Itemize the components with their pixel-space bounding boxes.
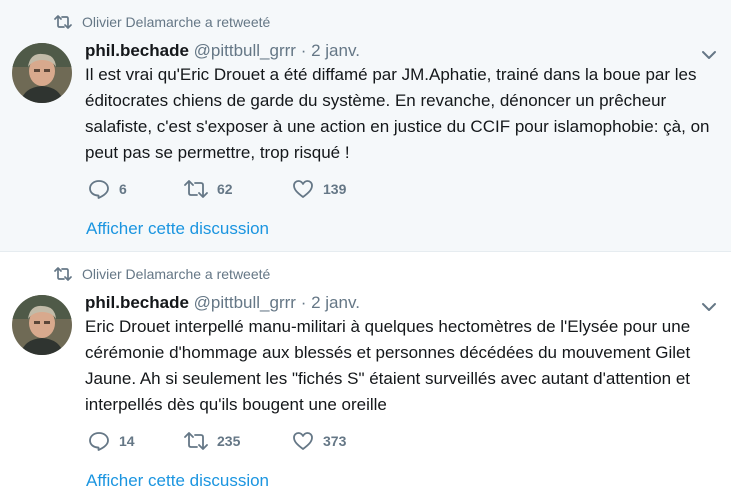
tweet-header bbox=[85, 293, 360, 313]
tweet-date[interactable]: 2 janv. bbox=[311, 293, 360, 312]
retweet-count: 235 bbox=[217, 433, 241, 449]
reply-count: 6 bbox=[119, 181, 127, 197]
reply-icon bbox=[88, 179, 110, 199]
tweet-text-line: éditocrates chiens de garde du système. En revanche, dénoncer un prêcheur bbox=[85, 91, 667, 110]
like-button[interactable] bbox=[292, 431, 346, 451]
tweet-actions bbox=[88, 431, 346, 451]
chevron-down-icon bbox=[701, 50, 717, 60]
author-handle[interactable]: @pittbull_grrr bbox=[193, 41, 296, 60]
tweet-text bbox=[85, 62, 715, 166]
author-name[interactable]: phil.bechade bbox=[85, 41, 189, 60]
retweet-icon bbox=[184, 432, 208, 450]
tweet-text-line: salafiste, c'est s'exposer à une action en justice du CCIF pour islamophobie: çà, on bbox=[85, 117, 710, 136]
retweeted-by-label[interactable]: Olivier Delamarche a retweeté bbox=[82, 266, 271, 282]
tweet-text-line: Eric Drouet interpellé manu-militari à quelques hectomètres de l'Elysée pour une bbox=[85, 317, 691, 336]
retweet-icon bbox=[54, 15, 72, 29]
tweet-date[interactable]: 2 janv. bbox=[311, 41, 360, 60]
reply-count: 14 bbox=[119, 433, 135, 449]
reply-button[interactable] bbox=[88, 179, 184, 199]
author-handle[interactable]: @pittbull_grrr bbox=[193, 293, 296, 312]
like-button[interactable] bbox=[292, 179, 346, 199]
author-name[interactable]: phil.bechade bbox=[85, 293, 189, 312]
reply-button[interactable] bbox=[88, 431, 184, 451]
like-count: 373 bbox=[323, 433, 347, 449]
tweet-header bbox=[85, 41, 360, 61]
retweet-context bbox=[54, 266, 270, 282]
tweet-text bbox=[85, 314, 715, 418]
tweet-text-line: cérémonie d'hommage aux blessés et personnes décédées du mouvement Gilet bbox=[85, 343, 691, 362]
reply-icon bbox=[88, 431, 110, 451]
retweet-icon bbox=[184, 180, 208, 198]
chevron-down-icon bbox=[701, 302, 717, 312]
tweet-text-line: Il est vrai qu'Eric Drouet a été diffamé par JM.Aphatie, trainé dans la boue par les bbox=[85, 65, 697, 84]
separator-dot: · bbox=[300, 41, 307, 60]
avatar[interactable] bbox=[12, 43, 72, 103]
like-count: 139 bbox=[323, 181, 347, 197]
show-thread-link[interactable]: Afficher cette discussion bbox=[86, 471, 269, 490]
retweet-icon bbox=[54, 267, 72, 281]
tweet-actions bbox=[88, 179, 346, 199]
tweet-card[interactable] bbox=[0, 252, 731, 501]
heart-icon bbox=[292, 431, 314, 451]
retweeted-by-label[interactable]: Olivier Delamarche a retweeté bbox=[82, 14, 271, 30]
retweet-count: 62 bbox=[217, 181, 233, 197]
tweet-text-line: interpellés dès qu'ils bougent une oreille bbox=[85, 395, 387, 414]
retweet-button[interactable] bbox=[184, 432, 292, 450]
avatar[interactable] bbox=[12, 295, 72, 355]
heart-icon bbox=[292, 179, 314, 199]
tweet-text-line: peut pas se permettre, trop risqué ! bbox=[85, 143, 350, 162]
retweet-context bbox=[54, 14, 270, 30]
separator-dot: · bbox=[300, 293, 307, 312]
tweet-text-line: Jaune. Ah si seulement les "fichés S" étaient surveillés avec autant d'attention et bbox=[85, 369, 691, 388]
retweet-button[interactable] bbox=[184, 180, 292, 198]
show-thread-link[interactable]: Afficher cette discussion bbox=[86, 219, 269, 238]
